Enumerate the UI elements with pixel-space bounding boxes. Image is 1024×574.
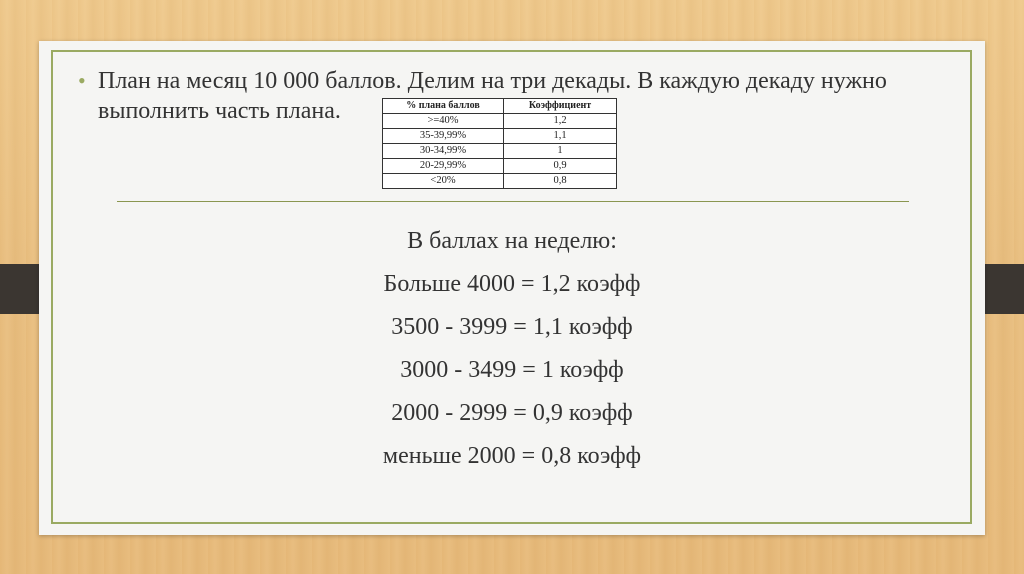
table-row (383, 129, 617, 144)
weekly-heading: В баллах на неделю: (407, 228, 617, 254)
table-cell-percent: 35-39,99% (383, 129, 504, 144)
table-row (383, 114, 617, 129)
table-cell-coefficient: 0,9 (504, 159, 617, 174)
weekly-line: 3500 - 3999 = 1,1 коэфф (391, 314, 633, 340)
table-header-cell: % плана баллов (383, 99, 504, 114)
table-row (383, 174, 617, 189)
table-cell-coefficient: 1 (504, 144, 617, 159)
section-divider (117, 201, 909, 202)
table-cell-coefficient: 1,2 (504, 114, 617, 129)
table-row (383, 144, 617, 159)
table-header-cell: Коэффициент (504, 99, 617, 114)
bullet-text: План на месяц 10 000 баллов. Делим на три декады. В каждую декаду нужно выполнить часть плана. (98, 68, 887, 124)
weekly-line: Больше 4000 = 1,2 коэфф (383, 271, 641, 297)
weekly-line: меньше 2000 = 0,8 коэфф (382, 443, 642, 469)
weekly-points-block (300, 223, 724, 481)
table-cell-percent: >=40% (383, 114, 504, 129)
table-cell-coefficient: 0,8 (504, 174, 617, 189)
table-cell-coefficient: 1,1 (504, 129, 617, 144)
table-cell-percent: 30-34,99% (383, 144, 504, 159)
bullet-dot-icon: • (78, 68, 86, 93)
coefficient-table (382, 98, 617, 189)
table-cell-percent: 20-29,99% (383, 159, 504, 174)
table-cell-percent: <20% (383, 174, 504, 189)
table-header-row (383, 99, 617, 114)
weekly-line: 2000 - 2999 = 0,9 коэфф (391, 400, 633, 426)
weekly-line: 3000 - 3499 = 1 коэфф (400, 357, 624, 383)
table-row (383, 159, 617, 174)
